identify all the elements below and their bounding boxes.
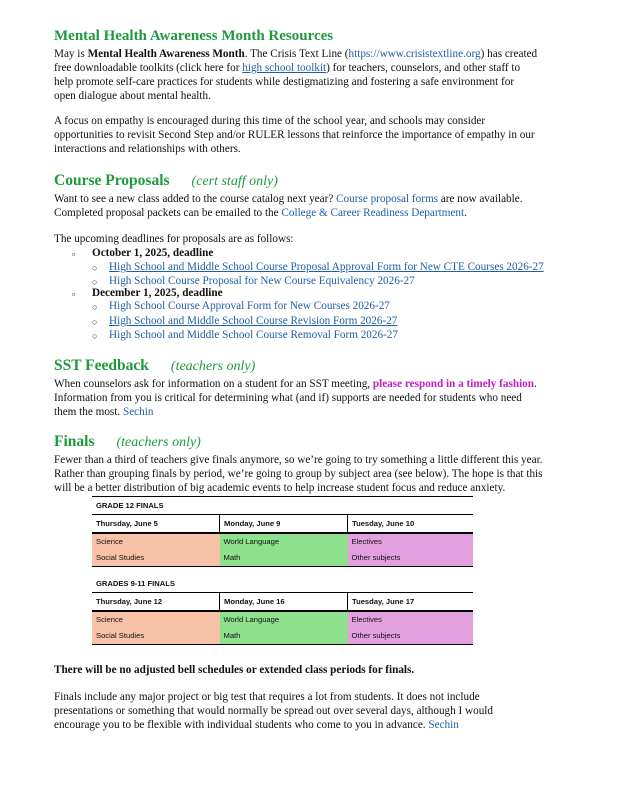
square-bullet-icon: ▫ <box>72 249 76 259</box>
hollow-circle-bullet-icon: ○ <box>92 277 98 287</box>
finals-scope-line: presentations or something that would normally be spread out over several days, although I would <box>54 705 494 717</box>
mental-health-month-bold: Mental Health Awareness Month <box>87 48 245 60</box>
sst-paragraph-line <box>54 377 537 391</box>
text: Want to see a new class added to the course catalog next year? <box>54 193 337 205</box>
finals-paragraph-line: will be a better distribution of big academic events to help increase student focus and reduce anxiety. <box>54 482 506 494</box>
text: When counselors ask for information on a student for an SST meeting, <box>54 378 373 390</box>
course-paragraph-line <box>54 206 467 220</box>
subject-cell: Science <box>92 611 220 628</box>
mh-paragraph-line <box>54 47 537 61</box>
mh-paragraph-line <box>54 61 520 75</box>
finals-audience: (teachers only) <box>116 435 201 450</box>
subject-cell: Electives <box>348 533 474 550</box>
grades-9-11-finals-table <box>92 575 473 645</box>
day-header: Thursday, June 12 <box>92 593 220 612</box>
hollow-circle-bullet-icon: ○ <box>92 302 98 312</box>
finals-scope-line <box>54 718 459 732</box>
subject-cell: Science <box>92 533 220 550</box>
sst-feedback-heading <box>54 357 255 376</box>
subject-cell: Social Studies <box>92 550 220 567</box>
sst-paragraph-line: Information from you is critical for determining what (and if) supports are needed for students who need <box>54 392 522 404</box>
grade-12-finals-table <box>92 496 473 567</box>
mh-paragraph-line: help promote self-care practices for students while destigmatizing and fostering a safe environment for <box>54 76 515 88</box>
day-header: Tuesday, June 10 <box>348 515 474 534</box>
text: . <box>464 207 467 219</box>
crisis-text-line-link[interactable]: https://www.crisistextline.org <box>348 48 481 60</box>
sst-feedback-title: SST Feedback <box>54 357 149 374</box>
subject-cell: Social Studies <box>92 628 220 645</box>
course-removal-form-link[interactable]: High School and Middle School Course Removal Form 2026-27 <box>109 329 398 341</box>
hollow-circle-bullet-icon: ○ <box>92 263 98 273</box>
text: are now available. <box>438 193 523 205</box>
square-bullet-icon: ▫ <box>72 289 76 299</box>
sechin-contact-link[interactable]: Sechin <box>428 719 459 731</box>
subject-cell: Other subjects <box>348 550 474 567</box>
deadline-october: October 1, 2025, deadline <box>92 247 214 259</box>
table-title: GRADES 9-11 FINALS <box>92 575 473 593</box>
finals-title: Finals <box>54 433 95 450</box>
subject-cell: Math <box>220 628 348 645</box>
day-header: Thursday, June 5 <box>92 515 220 534</box>
subject-cell: Math <box>220 550 348 567</box>
subject-cell: Other subjects <box>348 628 474 645</box>
day-header: Monday, June 9 <box>220 515 348 534</box>
no-adjusted-schedules-notice: There will be no adjusted bell schedules or extended class periods for finals. <box>54 664 415 676</box>
text: free downloadable toolkits (click here for <box>54 62 243 74</box>
mental-health-title: Mental Health Awareness Month Resources <box>54 28 334 44</box>
day-header: Tuesday, June 17 <box>348 593 474 612</box>
course-proposals-audience: (cert staff only) <box>191 174 278 189</box>
text: them the most. <box>54 406 123 418</box>
empathy-paragraph-line: opportunities to revisit Second Step and/or RULER lessons that reinforce the importance of empathy in our <box>54 129 535 141</box>
timely-response-emphasis: please respond in a timely fashion <box>372 378 534 390</box>
table-title: GRADE 12 FINALS <box>92 497 473 515</box>
new-course-approval-form-link[interactable]: High School Course Approval Form for New Courses 2026-27 <box>109 300 390 312</box>
ccr-department-link[interactable]: College & Career Readiness Department <box>281 207 465 219</box>
finals-paragraph-line: Rather than grouping finals by period, we’re going to group by subject area (see below). The hope is that this <box>54 468 543 480</box>
day-header: Monday, June 16 <box>220 593 348 612</box>
subject-cell: World Language <box>220 533 348 550</box>
deadline-december: December 1, 2025, deadline <box>92 287 223 299</box>
text: May is <box>54 48 88 60</box>
course-proposals-title: Course Proposals <box>54 172 170 189</box>
course-paragraph-line <box>54 192 523 206</box>
cte-course-proposal-form-link[interactable]: High School and Middle School Course Proposal Approval Form for New CTE Courses 2026-27 <box>109 261 544 273</box>
finals-heading <box>54 433 201 452</box>
empathy-paragraph-line: A focus on empathy is encouraged during this time of the school year, and schools may consider <box>54 115 486 127</box>
course-proposals-heading <box>54 172 278 191</box>
finals-scope-line: Finals include any major project or big test that requires a lot from students. It does not include <box>54 691 480 703</box>
course-proposal-forms-link[interactable]: Course proposal forms <box>336 193 439 205</box>
mh-paragraph-line: open dialogue about mental health. <box>54 90 211 102</box>
sst-feedback-audience: (teachers only) <box>170 359 256 374</box>
finals-paragraph-line: Fewer than a third of teachers give finals anymore, so we’re going to try something a little different this year. <box>54 454 543 466</box>
subject-cell: Electives <box>348 611 474 628</box>
hollow-circle-bullet-icon: ○ <box>92 331 98 341</box>
subject-cell: World Language <box>220 611 348 628</box>
course-equivalency-form-link[interactable]: High School Course Proposal for New Course Equivalency 2026-27 <box>109 275 415 287</box>
text: encourage you to be flexible with individual students who come to you in advance. <box>54 719 429 731</box>
text: ) has created <box>480 48 538 60</box>
high-school-toolkit-link[interactable]: high school toolkit <box>242 62 327 74</box>
empathy-paragraph-line: interactions and relationships with others. <box>54 143 241 155</box>
text: . The Crisis Text Line ( <box>244 48 349 60</box>
deadlines-intro: The upcoming deadlines for proposals are as follows: <box>54 233 294 245</box>
text: . <box>534 378 537 390</box>
hollow-circle-bullet-icon: ○ <box>92 317 98 327</box>
course-revision-form-link[interactable]: High School and Middle School Course Revision Form 2026-27 <box>109 315 398 327</box>
sst-paragraph-line <box>54 405 153 419</box>
text: Completed proposal packets can be emailed to the <box>54 207 282 219</box>
sechin-contact-link[interactable]: Sechin <box>122 406 154 418</box>
text: ) for teachers, counselors, and other staff to <box>326 62 521 74</box>
